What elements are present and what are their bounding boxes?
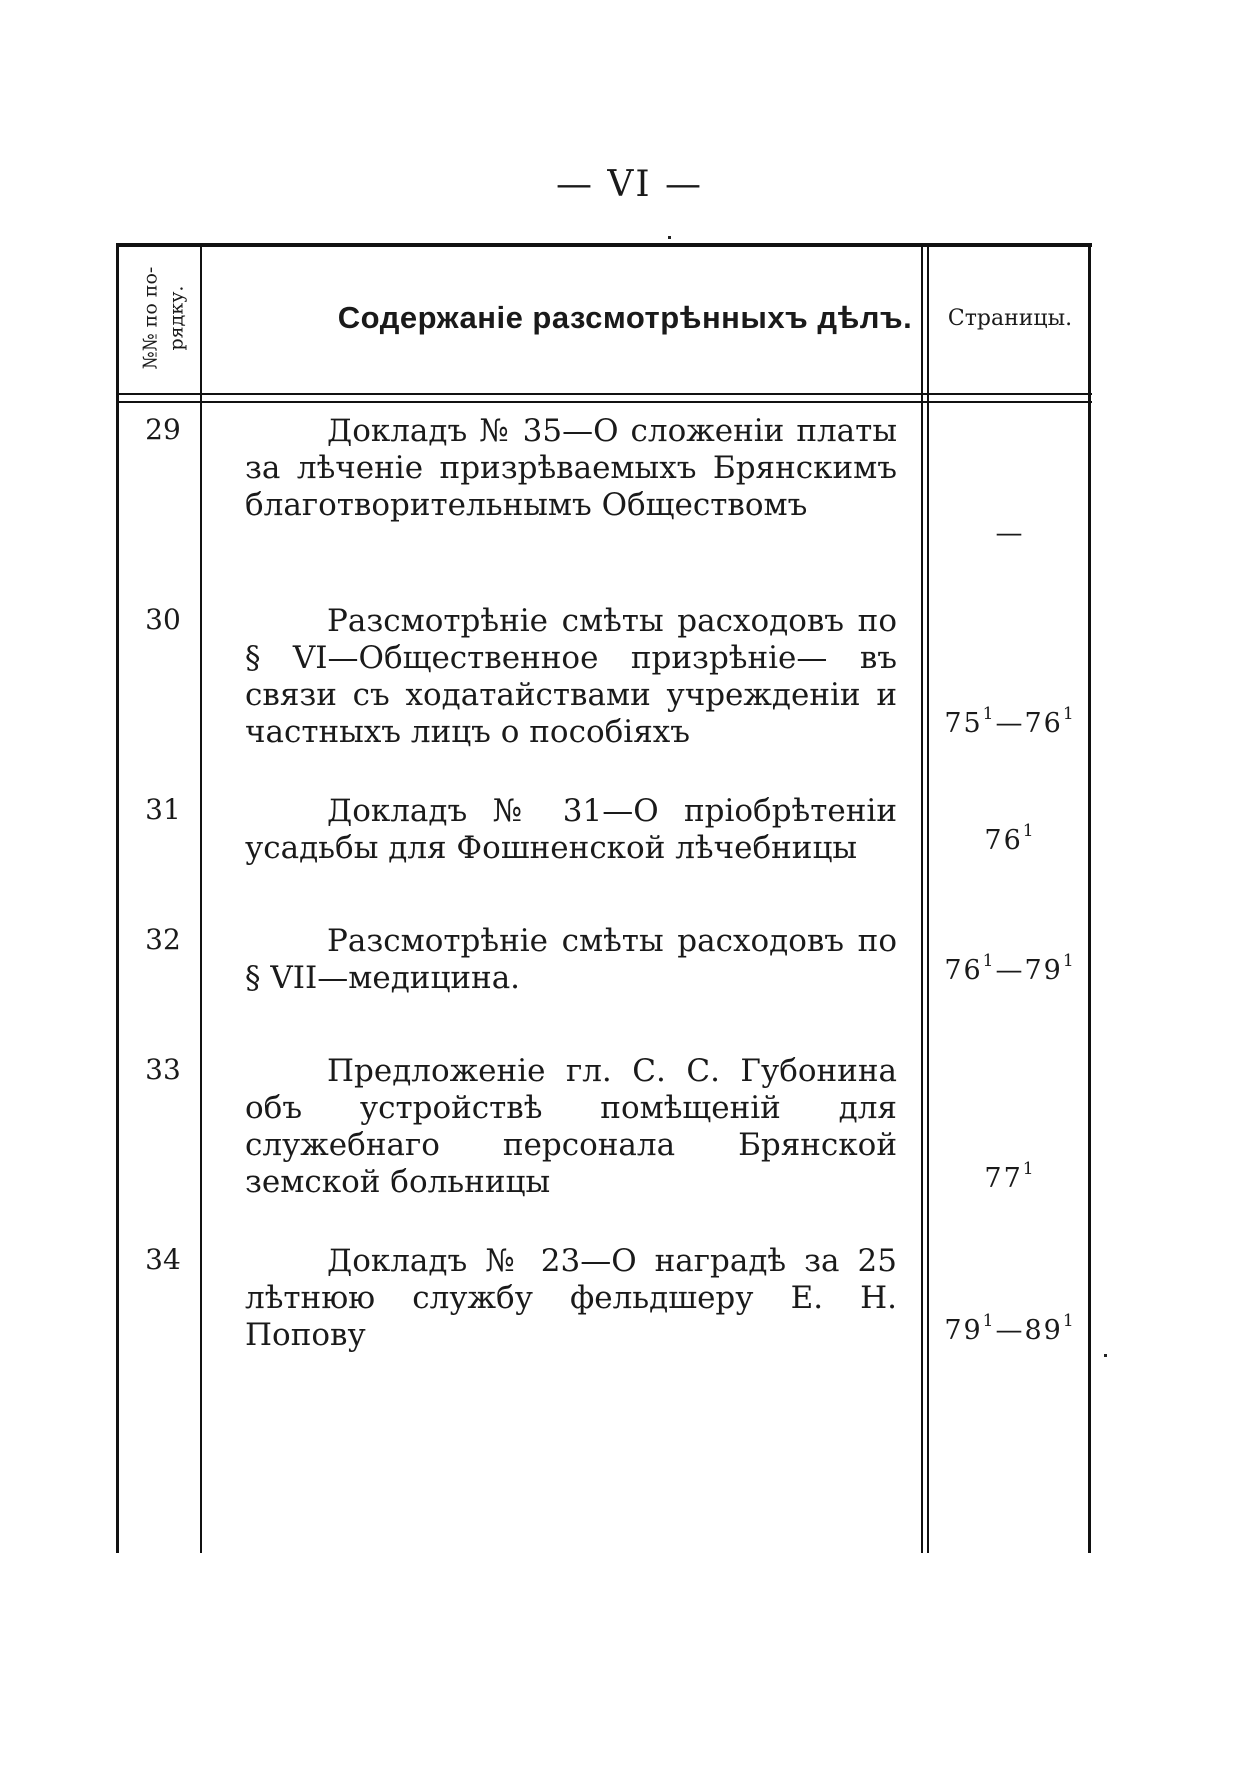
right-border — [1088, 243, 1091, 1553]
row-pages: $79^1—89^1$ — [944, 1311, 1076, 1346]
row-pages: — — [995, 518, 1025, 549]
row-number: 31 — [145, 793, 181, 826]
row-pages: $76^1$ — [984, 821, 1036, 856]
page-number: — VI — — [555, 164, 704, 205]
row-number: 29 — [145, 413, 181, 446]
row-text: Разсмотрѣніе смѣты расходовъ по § VI—Общественное призрѣніе— въ связи съ ходатайствами учрежденіи и частныхъ лицъ о пособіяхъ — [245, 603, 897, 750]
header-number-line1: №№ по по- — [139, 266, 162, 370]
print-speck — [668, 236, 671, 239]
pages-column-divider — [921, 243, 929, 1553]
header-pages-column: Страницы. — [947, 305, 1073, 331]
header-double-rule — [118, 393, 1092, 403]
row-pages: $75^1—76^1$ — [944, 704, 1076, 739]
row-number: 30 — [145, 603, 181, 636]
row-text: Докладъ № 31—О пріобрѣтеніи усадьбы для Фошненской лѣчебницы — [245, 793, 897, 866]
header-content-column: Содержаніе разсмотрѣнныхъ дѣлъ. — [337, 300, 913, 335]
row-text: Предложеніе гл. С. С. Губонина объ устройствѣ помѣщеній для служебнаго персонала Брянской земской больницы — [245, 1053, 897, 1200]
contents-table — [118, 243, 1092, 1553]
row-text: Докладъ № 35—О сложеніи платы за лѣченіе призрѣваемыхъ Брянскимъ благотворительнымъ Обществомъ — [245, 413, 897, 523]
row-pages: $77^1$ — [984, 1159, 1036, 1194]
row-text: Докладъ № 23—О наградѣ за 25 лѣтнюю службу фельдшеру Е. Н. Попову — [245, 1243, 897, 1353]
row-number: 33 — [145, 1053, 181, 1086]
print-speck — [1104, 1354, 1107, 1357]
row-number: 32 — [145, 923, 181, 956]
header-number-column — [118, 243, 208, 393]
row-number: 34 — [145, 1243, 181, 1276]
row-text: Разсмотрѣніе смѣты расходовъ по § VII—медицина. — [245, 923, 897, 996]
header-number-line2: рядку. — [165, 285, 188, 351]
row-pages: $76^1—79^1$ — [944, 951, 1076, 986]
